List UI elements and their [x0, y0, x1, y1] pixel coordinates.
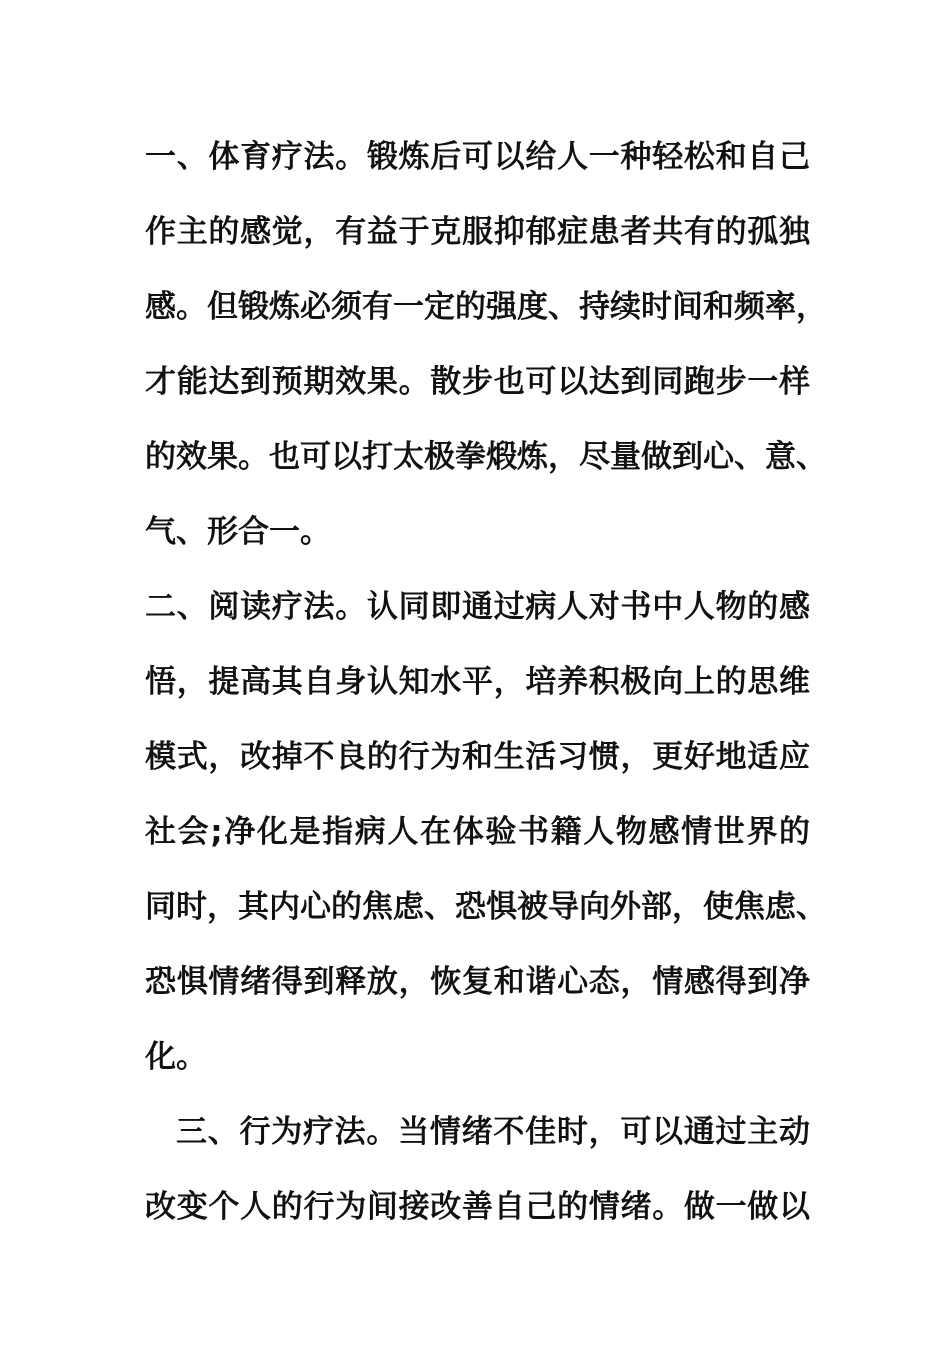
text-line: 一、体育疗法。锻炼后可以给人一种轻松和自己 — [145, 139, 810, 175]
text-line: 才能达到预期效果。散步也可以达到同跑步一样 — [145, 364, 810, 400]
text-line: 社会;净化是指病人在体验书籍人物感情世界的 — [145, 814, 810, 850]
text-line: 恐惧情绪得到释放，恢复和谐心态，情感得到净 — [145, 964, 810, 1000]
text-line: 二、阅读疗法。认同即通过病人对书中人物的感 — [145, 589, 810, 625]
text-line: 作主的感觉，有益于克服抑郁症患者共有的孤独 — [145, 214, 810, 250]
text-line: 三、行为疗法。当情绪不佳时，可以通过主动 — [176, 1114, 810, 1150]
text-line: 同时，其内心的焦虑、恐惧被导向外部，使焦虑、 — [145, 889, 827, 925]
text-line: 感。但锻炼必须有一定的强度、持续时间和频率， — [145, 289, 827, 325]
text-line: 化。 — [145, 1039, 207, 1075]
text-line: 悟，提高其自身认知水平，培养积极向上的思维 — [145, 664, 810, 700]
text-line: 改变个人的行为间接改善自己的情绪。做一做以 — [145, 1189, 810, 1225]
document-body — [145, 120, 827, 1245]
text-line: 气、形合一。 — [145, 514, 331, 550]
text-line: 模式，改掉不良的行为和生活习惯，更好地适应 — [145, 739, 810, 775]
text-line: 的效果。也可以打太极拳煅炼，尽量做到心、意、 — [145, 439, 827, 475]
